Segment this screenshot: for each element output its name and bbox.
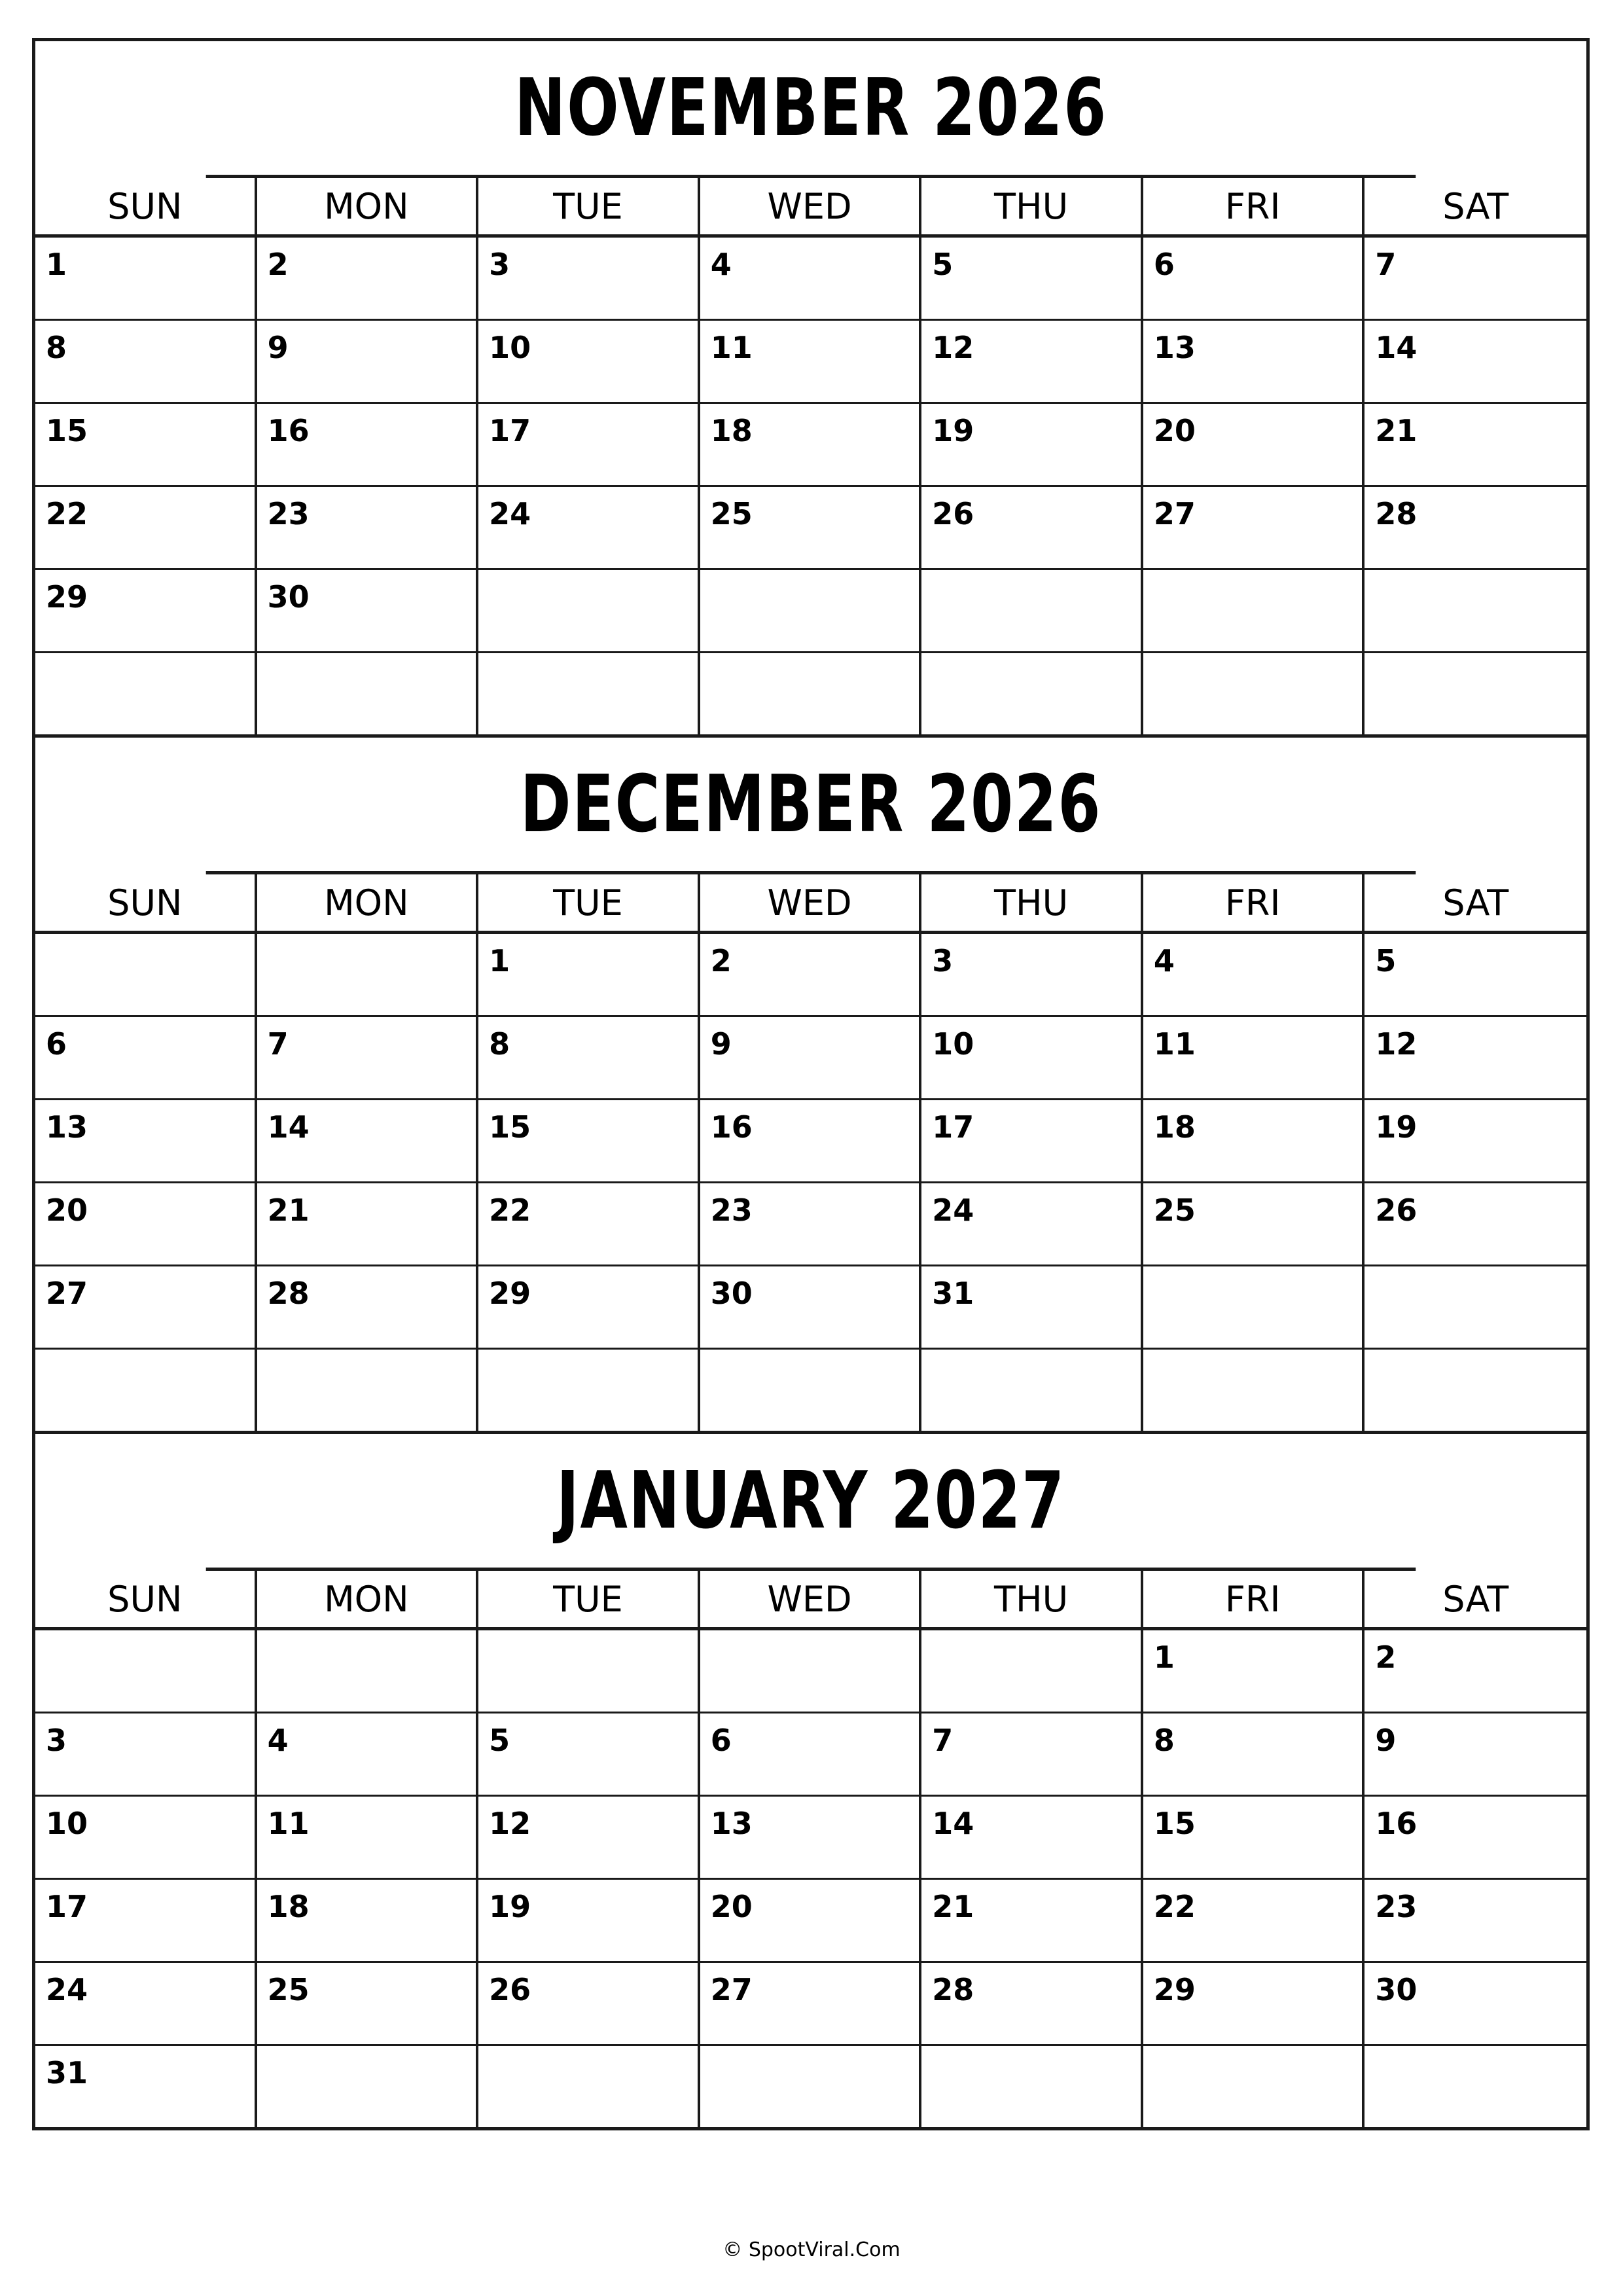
day-cell bbox=[257, 238, 479, 319]
day-number: 12 bbox=[489, 1806, 531, 1841]
month-calendar bbox=[32, 1431, 1590, 2130]
day-number: 11 bbox=[710, 330, 753, 365]
week-row bbox=[35, 238, 1586, 321]
day-cell bbox=[700, 2046, 922, 2127]
day-cell bbox=[1143, 1017, 1365, 1098]
day-cell bbox=[1143, 653, 1365, 734]
day-cell bbox=[478, 1100, 700, 1181]
day-cell bbox=[257, 321, 479, 402]
day-number: 20 bbox=[710, 1889, 753, 1924]
day-cell bbox=[1364, 1266, 1586, 1348]
day-cell bbox=[1364, 1963, 1586, 2044]
week-row bbox=[35, 1183, 1586, 1266]
day-number: 17 bbox=[932, 1109, 974, 1145]
day-number: 16 bbox=[267, 413, 310, 448]
day-number: 16 bbox=[710, 1109, 753, 1145]
day-number: 27 bbox=[710, 1972, 753, 2007]
day-number: 7 bbox=[932, 1723, 954, 1758]
day-cell bbox=[700, 934, 922, 1015]
day-cell bbox=[700, 1963, 922, 2044]
day-number: 8 bbox=[1153, 1723, 1175, 1758]
day-cell bbox=[1364, 1183, 1586, 1265]
day-number: 11 bbox=[267, 1806, 310, 1841]
day-cell bbox=[921, 653, 1143, 734]
day-cell bbox=[1364, 1017, 1586, 1098]
day-cell bbox=[1364, 934, 1586, 1015]
day-cell bbox=[1143, 1880, 1365, 1961]
day-number: 3 bbox=[932, 943, 954, 978]
day-cell bbox=[921, 1017, 1143, 1098]
day-cell bbox=[478, 238, 700, 319]
day-cell bbox=[478, 1713, 700, 1795]
day-cell bbox=[1364, 570, 1586, 651]
day-number: 9 bbox=[267, 330, 289, 365]
day-cell bbox=[257, 1017, 479, 1098]
day-number: 30 bbox=[710, 1276, 753, 1311]
day-cell bbox=[35, 487, 257, 568]
day-cell bbox=[921, 404, 1143, 485]
day-number: 29 bbox=[1153, 1972, 1196, 2007]
day-number: 30 bbox=[1375, 1972, 1418, 2007]
day-cell bbox=[1143, 1266, 1365, 1348]
month-title: JANUARY 2027 bbox=[206, 1434, 1416, 1571]
day-number: 23 bbox=[710, 1193, 753, 1228]
day-cell bbox=[921, 1100, 1143, 1181]
weekday-label: WED bbox=[700, 874, 922, 931]
day-cell bbox=[1143, 1100, 1365, 1181]
day-number: 6 bbox=[46, 1026, 67, 1062]
day-number: 15 bbox=[46, 413, 88, 448]
week-row bbox=[35, 1100, 1586, 1183]
day-cell bbox=[478, 1266, 700, 1348]
day-cell bbox=[921, 2046, 1143, 2127]
day-cell bbox=[1143, 934, 1365, 1015]
day-cell bbox=[257, 1183, 479, 1265]
day-number: 21 bbox=[1375, 413, 1418, 448]
weekday-label: WED bbox=[700, 178, 922, 234]
day-cell bbox=[257, 934, 479, 1015]
day-cell bbox=[35, 1266, 257, 1348]
day-cell bbox=[700, 321, 922, 402]
day-cell bbox=[478, 1963, 700, 2044]
week-row bbox=[35, 487, 1586, 570]
day-number: 28 bbox=[1375, 496, 1418, 531]
day-number: 1 bbox=[489, 943, 510, 978]
week-row bbox=[35, 1350, 1586, 1431]
day-cell bbox=[35, 1713, 257, 1795]
day-cell bbox=[478, 570, 700, 651]
day-number: 19 bbox=[489, 1889, 531, 1924]
day-number: 24 bbox=[489, 496, 531, 531]
day-cell bbox=[1364, 1713, 1586, 1795]
day-number: 9 bbox=[710, 1026, 732, 1062]
day-cell bbox=[921, 570, 1143, 651]
day-cell bbox=[921, 1963, 1143, 2044]
day-number: 28 bbox=[267, 1276, 310, 1311]
day-cell bbox=[1143, 570, 1365, 651]
day-number: 3 bbox=[489, 247, 510, 282]
day-number: 26 bbox=[932, 496, 974, 531]
month-title: NOVEMBER 2026 bbox=[206, 41, 1416, 178]
weekday-label: SUN bbox=[35, 1571, 257, 1627]
weekday-label: FRI bbox=[1143, 874, 1365, 931]
week-row bbox=[35, 1017, 1586, 1100]
day-number: 15 bbox=[489, 1109, 531, 1145]
day-number: 22 bbox=[489, 1193, 531, 1228]
day-cell bbox=[257, 1797, 479, 1878]
day-number: 6 bbox=[1153, 247, 1175, 282]
day-number: 7 bbox=[267, 1026, 289, 1062]
day-cell bbox=[1143, 1713, 1365, 1795]
day-number: 8 bbox=[46, 330, 67, 365]
day-number: 4 bbox=[267, 1723, 289, 1758]
day-cell bbox=[257, 1100, 479, 1181]
day-number: 28 bbox=[932, 1972, 974, 2007]
week-row bbox=[35, 1630, 1586, 1713]
day-cell bbox=[1364, 238, 1586, 319]
week-row bbox=[35, 570, 1586, 653]
day-number: 24 bbox=[932, 1193, 974, 1228]
day-number: 18 bbox=[1153, 1109, 1196, 1145]
weekday-label: SUN bbox=[35, 178, 257, 234]
day-cell bbox=[478, 321, 700, 402]
day-number: 29 bbox=[489, 1276, 531, 1311]
day-cell bbox=[257, 570, 479, 651]
day-cell bbox=[257, 487, 479, 568]
day-number: 24 bbox=[46, 1972, 88, 2007]
day-cell bbox=[921, 321, 1143, 402]
day-number: 14 bbox=[932, 1806, 974, 1841]
day-cell bbox=[35, 1350, 257, 1431]
day-cell bbox=[1364, 1797, 1586, 1878]
day-number: 1 bbox=[46, 247, 67, 282]
day-cell bbox=[1364, 1630, 1586, 1712]
day-number: 5 bbox=[1375, 943, 1397, 978]
day-cell bbox=[478, 934, 700, 1015]
day-number: 30 bbox=[267, 579, 310, 615]
day-cell bbox=[700, 1100, 922, 1181]
week-row bbox=[35, 321, 1586, 404]
weekday-label: SAT bbox=[1442, 185, 1509, 227]
day-cell bbox=[257, 1630, 479, 1712]
day-cell bbox=[257, 1350, 479, 1431]
day-number: 26 bbox=[489, 1972, 531, 2007]
day-number: 3 bbox=[46, 1723, 67, 1758]
day-cell bbox=[1143, 404, 1365, 485]
day-number: 5 bbox=[489, 1723, 510, 1758]
day-cell bbox=[478, 1183, 700, 1265]
day-number: 23 bbox=[267, 496, 310, 531]
day-number: 10 bbox=[46, 1806, 88, 1841]
day-number: 29 bbox=[46, 579, 88, 615]
day-cell bbox=[478, 1880, 700, 1961]
day-cell bbox=[700, 1266, 922, 1348]
day-cell bbox=[35, 1630, 257, 1712]
day-cell bbox=[921, 934, 1143, 1015]
day-number: 31 bbox=[932, 1276, 974, 1311]
day-cell bbox=[257, 1880, 479, 1961]
day-number: 19 bbox=[932, 413, 974, 448]
day-cell bbox=[478, 2046, 700, 2127]
day-cell bbox=[1143, 487, 1365, 568]
day-cell bbox=[700, 487, 922, 568]
weekday-label: FRI bbox=[1143, 1571, 1365, 1627]
weekday-header-row bbox=[35, 178, 1586, 238]
day-cell bbox=[35, 1963, 257, 2044]
day-cell bbox=[35, 321, 257, 402]
day-cell bbox=[35, 1183, 257, 1265]
day-number: 13 bbox=[46, 1109, 88, 1145]
weekday-label: SAT bbox=[1442, 882, 1509, 924]
day-number: 17 bbox=[46, 1889, 88, 1924]
day-number: 10 bbox=[932, 1026, 974, 1062]
day-number: 25 bbox=[267, 1972, 310, 2007]
month-calendar bbox=[32, 38, 1590, 738]
day-number: 10 bbox=[489, 330, 531, 365]
day-cell bbox=[700, 1713, 922, 1795]
day-number: 2 bbox=[1375, 1640, 1397, 1675]
day-number: 12 bbox=[1375, 1026, 1418, 1062]
day-cell bbox=[921, 1630, 1143, 1712]
day-cell bbox=[700, 570, 922, 651]
week-row bbox=[35, 404, 1586, 487]
weekday-label: MON bbox=[257, 178, 479, 234]
day-cell bbox=[921, 1797, 1143, 1878]
day-cell bbox=[1364, 321, 1586, 402]
week-row bbox=[35, 934, 1586, 1017]
day-number: 2 bbox=[267, 247, 289, 282]
day-cell bbox=[35, 2046, 257, 2127]
day-cell bbox=[1143, 1963, 1365, 2044]
day-cell bbox=[921, 1713, 1143, 1795]
day-cell bbox=[700, 1630, 922, 1712]
day-number: 19 bbox=[1375, 1109, 1418, 1145]
day-cell bbox=[478, 1630, 700, 1712]
day-number: 12 bbox=[932, 330, 974, 365]
day-number: 5 bbox=[932, 247, 954, 282]
day-cell bbox=[257, 653, 479, 734]
month-calendar bbox=[32, 734, 1590, 1434]
week-row bbox=[35, 1963, 1586, 2046]
day-cell bbox=[1143, 1797, 1365, 1878]
day-cell bbox=[921, 487, 1143, 568]
day-cell bbox=[35, 404, 257, 485]
day-number: 25 bbox=[710, 496, 753, 531]
day-cell bbox=[1364, 1100, 1586, 1181]
day-number: 17 bbox=[489, 413, 531, 448]
day-cell bbox=[921, 238, 1143, 319]
day-number: 13 bbox=[1153, 330, 1196, 365]
day-cell bbox=[478, 653, 700, 734]
day-cell bbox=[700, 1797, 922, 1878]
day-number: 7 bbox=[1375, 247, 1397, 282]
day-number: 21 bbox=[267, 1193, 310, 1228]
day-cell bbox=[1364, 2046, 1586, 2127]
day-number: 23 bbox=[1375, 1889, 1418, 1924]
day-number: 22 bbox=[1153, 1889, 1196, 1924]
day-cell bbox=[1364, 653, 1586, 734]
day-cell bbox=[257, 1963, 479, 2044]
day-cell bbox=[1143, 2046, 1365, 2127]
day-cell bbox=[700, 1183, 922, 1265]
weekday-header-row bbox=[35, 1571, 1586, 1630]
weekday-label: MON bbox=[257, 1571, 479, 1627]
day-number: 9 bbox=[1375, 1723, 1397, 1758]
week-row bbox=[35, 1880, 1586, 1963]
day-cell bbox=[35, 1017, 257, 1098]
day-number: 21 bbox=[932, 1889, 974, 1924]
month-title: DECEMBER 2026 bbox=[206, 738, 1416, 874]
day-number: 22 bbox=[46, 496, 88, 531]
day-number: 26 bbox=[1375, 1193, 1418, 1228]
day-cell bbox=[478, 1350, 700, 1431]
day-cell bbox=[478, 1017, 700, 1098]
weekday-label: THU bbox=[921, 874, 1143, 931]
day-number: 13 bbox=[710, 1806, 753, 1841]
weekday-label: TUE bbox=[478, 178, 700, 234]
day-cell bbox=[1364, 1350, 1586, 1431]
week-row bbox=[35, 1797, 1586, 1880]
weekday-label: MON bbox=[257, 874, 479, 931]
day-cell bbox=[700, 1017, 922, 1098]
day-number: 27 bbox=[1153, 496, 1196, 531]
day-number: 6 bbox=[710, 1723, 732, 1758]
footer-credit: © SpootViral.Com bbox=[722, 2238, 901, 2261]
day-cell bbox=[478, 404, 700, 485]
day-cell bbox=[35, 653, 257, 734]
weekday-label: SAT bbox=[1442, 1578, 1509, 1620]
day-cell bbox=[921, 1880, 1143, 1961]
weekday-label: THU bbox=[921, 1571, 1143, 1627]
weekday-label: WED bbox=[700, 1571, 922, 1627]
day-cell bbox=[700, 1880, 922, 1961]
day-cell bbox=[35, 570, 257, 651]
day-number: 8 bbox=[489, 1026, 510, 1062]
day-cell bbox=[700, 238, 922, 319]
day-cell bbox=[35, 238, 257, 319]
weekday-label: TUE bbox=[478, 1571, 700, 1627]
day-number: 18 bbox=[710, 413, 753, 448]
day-cell bbox=[478, 487, 700, 568]
day-number: 1 bbox=[1153, 1640, 1175, 1675]
day-cell bbox=[1143, 238, 1365, 319]
day-number: 4 bbox=[710, 247, 732, 282]
day-cell bbox=[700, 1350, 922, 1431]
day-cell bbox=[921, 1266, 1143, 1348]
day-cell bbox=[257, 2046, 479, 2127]
weekday-label: SUN bbox=[35, 874, 257, 931]
day-number: 18 bbox=[267, 1889, 310, 1924]
day-cell bbox=[700, 653, 922, 734]
week-row bbox=[35, 653, 1586, 734]
week-row bbox=[35, 1266, 1586, 1350]
day-number: 15 bbox=[1153, 1806, 1196, 1841]
day-cell bbox=[1143, 1183, 1365, 1265]
day-cell bbox=[921, 1350, 1143, 1431]
day-cell bbox=[35, 1100, 257, 1181]
day-number: 20 bbox=[46, 1193, 88, 1228]
day-cell bbox=[478, 1797, 700, 1878]
day-cell bbox=[921, 1183, 1143, 1265]
day-cell bbox=[1364, 1880, 1586, 1961]
day-number: 27 bbox=[46, 1276, 88, 1311]
day-number: 11 bbox=[1153, 1026, 1196, 1062]
weekday-label: THU bbox=[921, 178, 1143, 234]
day-number: 20 bbox=[1153, 413, 1196, 448]
day-cell bbox=[257, 404, 479, 485]
day-cell bbox=[1143, 321, 1365, 402]
day-number: 14 bbox=[267, 1109, 310, 1145]
week-row bbox=[35, 1713, 1586, 1797]
day-cell bbox=[257, 1713, 479, 1795]
weekday-header-row bbox=[35, 874, 1586, 934]
day-cell bbox=[1364, 487, 1586, 568]
day-number: 31 bbox=[46, 2055, 88, 2090]
day-cell bbox=[35, 1880, 257, 1961]
day-number: 4 bbox=[1153, 943, 1175, 978]
day-number: 16 bbox=[1375, 1806, 1418, 1841]
day-cell bbox=[35, 934, 257, 1015]
day-cell bbox=[1143, 1630, 1365, 1712]
day-number: 2 bbox=[710, 943, 732, 978]
day-number: 25 bbox=[1153, 1193, 1196, 1228]
day-number: 14 bbox=[1375, 330, 1418, 365]
weekday-label: FRI bbox=[1143, 178, 1365, 234]
weekday-label: TUE bbox=[478, 874, 700, 931]
day-cell bbox=[1143, 1350, 1365, 1431]
day-cell bbox=[700, 404, 922, 485]
week-row bbox=[35, 2046, 1586, 2127]
day-cell bbox=[35, 1797, 257, 1878]
day-cell bbox=[257, 1266, 479, 1348]
day-cell bbox=[1364, 404, 1586, 485]
